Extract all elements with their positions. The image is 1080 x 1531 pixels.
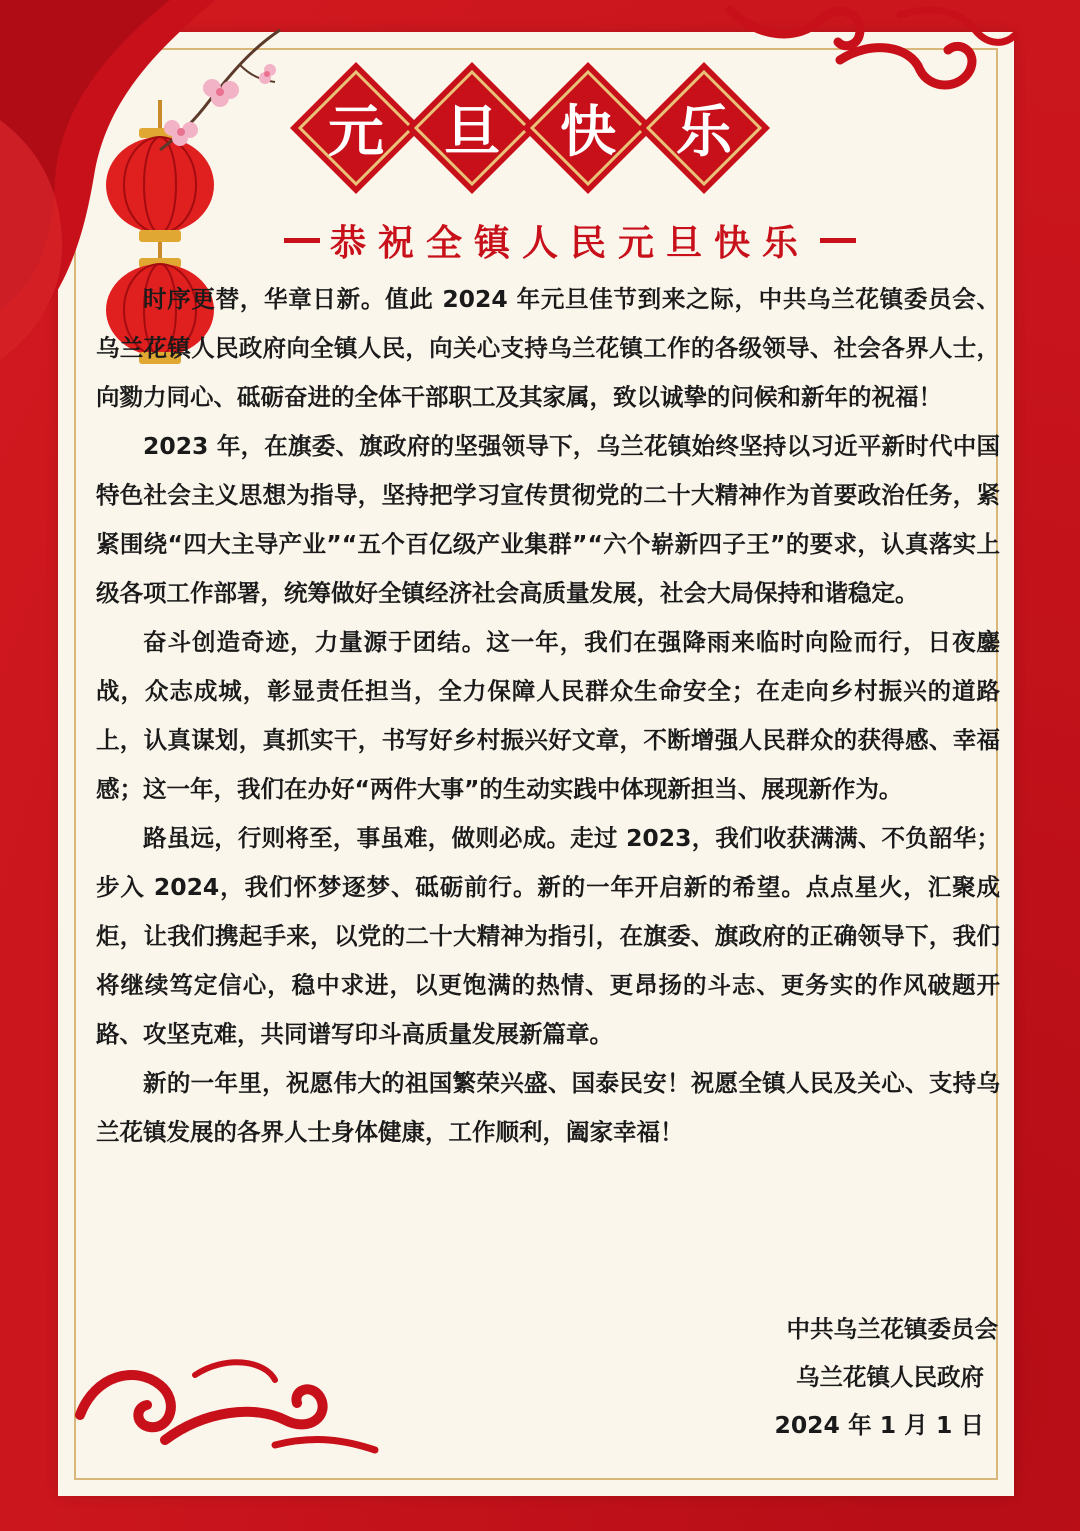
title-char-4: 乐 [676, 100, 732, 165]
subtitle-dash-left [284, 238, 320, 243]
title-char-3: 快 [560, 100, 616, 165]
subtitle-dash-right [820, 238, 856, 243]
title-diamond-3 [522, 62, 654, 194]
auspicious-cloud-bottom-left-decoration [75, 1335, 385, 1455]
subtitle-text: 恭祝全镇人民元旦快乐 [329, 222, 810, 264]
title-diamond-1 [290, 62, 422, 194]
signoff-committee: 中共乌兰花镇委员会 [786, 1315, 998, 1343]
signoff-date: 2024 年 1 月 1 日 [774, 1411, 984, 1439]
plum-blossom-branch-decoration [150, 20, 290, 170]
letter-paragraph-3: 奋斗创造奇迹，力量源于团结。这一年，我们在强降雨来临时向险而行，日夜鏖战，众志成城，彰显责任担当，全力保障人民群众生命安全；在走向乡村振兴的道路上，认真谋划，真抓实干，书写好乡村振兴好文章，不断增强人民群众的获得感、幸福感；这一年，我们在办好“两件大事”的生动实践中体现新担当、展现新作为。 [96, 628, 1000, 803]
title-char-2: 旦 [444, 100, 500, 165]
letter-paragraph-2: 2023 年，在旗委、旗政府的坚强领导下，乌兰花镇始终坚持以习近平新时代中国特色社会主义思想为指导，坚持把学习宣传贯彻党的二十大精神作为首要政治任务，紧紧围绕“四大主导产业”“五个百亿级产业集群”“六个崭新四子王”的要求，认真落实上级各项工作部署，统筹做好全镇经济社会高质量发展，社会大局保持和谐稳定。 [96, 432, 1000, 607]
letter-paragraph-1: 时序更替，华章日新。值此 2024 年元旦佳节到来之际，中共乌兰花镇委员会、乌兰花镇人民政府向全镇人民，向关心支持乌兰花镇工作的各级领导、社会各界人士，向勠力同心、砥砺奋进的全体干部职工及其家属，致以诚挚的问候和新年的祝福！ [96, 285, 1000, 411]
letter-paragraph-5: 新的一年里，祝愿伟大的祖国繁荣兴盛、国泰民安！祝愿全镇人民及关心、支持乌兰花镇发展的各界人士身体健康，工作顺利，阖家幸福！ [96, 1069, 1000, 1146]
title-diamond-4 [638, 62, 770, 194]
letter-body [96, 275, 1000, 1157]
title-diamond-2 [406, 62, 538, 194]
title-char-1: 元 [328, 100, 384, 165]
letter-paragraph-4: 路虽远，行则将至，事虽难，做则必成。走过 2023，我们收获满满、不负韶华；步入 2024，我们怀梦逐梦、砥砺前行。新的一年开启新的希望。点点星火，汇聚成炬，让我们携起手来，以党的二十大精神为指引，在旗委、旗政府的正确领导下，我们将继续笃定信心，稳中求进，以更饱满的热情、更昂扬的斗志、更务实的作风破题开路、攻坚克难，共同谱写印斗高质量发展新篇章。 [96, 824, 1000, 1048]
subtitle [240, 212, 900, 268]
title-banner [290, 60, 770, 195]
signoff-government: 乌兰花镇人民政府 [796, 1363, 984, 1391]
signoff [678, 1305, 998, 1449]
